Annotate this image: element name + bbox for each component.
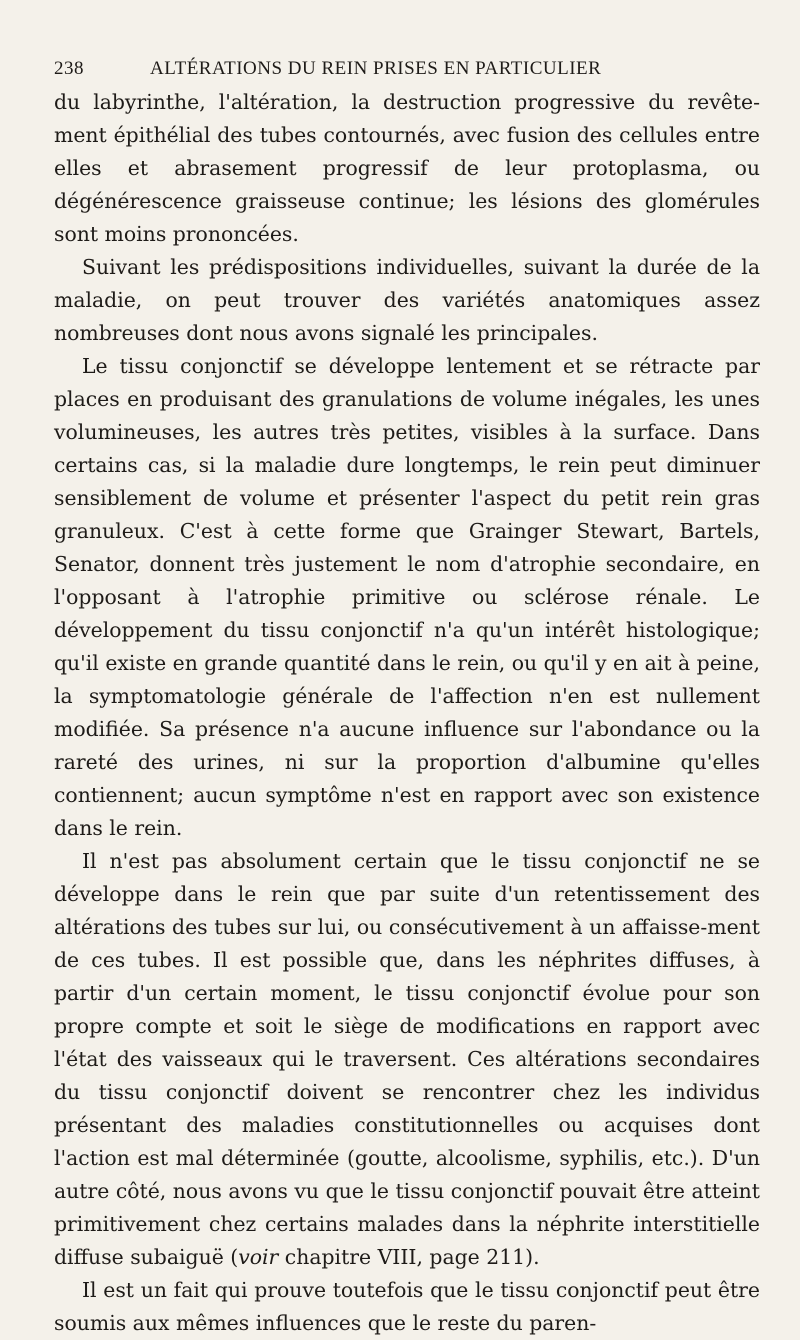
body-text [54, 86, 760, 1340]
paragraph-1: du labyrinthe, l'altération, la destruction progressive du revête-ment épithélial des tubes contournés, avec fusion des cellules entre elles et abrasement progressif de leur protoplasma, ou dégénérescence graisseuse continue; les lésions des glomérules sont moins prononcées. [54, 90, 760, 246]
paragraph-5: Il est un fait qui prouve toutefois que le tissu conjonctif peut être soumis aux mêmes influences que le reste du paren- [54, 1278, 760, 1335]
book-page [54, 52, 760, 1340]
running-title: ALTÉRATIONS DU REIN PRISES EN PARTICULIER [150, 58, 602, 79]
paragraph-4-text: Il n'est pas absolument certain que le tissu conjonctif ne se développe dans le rein que par suite d'un retentissement des altérations des tubes sur lui, ou consécutivement à un affaisse-ment de ces tubes. Il est possible que, dans les néphrites diffuses, à partir d'un certain moment, le tissu conjonctif évolue pour son propre compte et soit le siège de modifications en rapport avec l'état des vaisseaux qui le traversent. Ces altérations secondaires du tissu conjonctif doivent se rencontrer chez les individus présentant des maladies constitutionnelles ou acquises dont l'action est mal déterminée (goutte, alcoolisme, syphilis, etc.). D'un autre côté, nous avons vu que le tissu conjonctif pouvait être atteint primitivement chez certains malades dans la néphrite interstitielle diffuse subaiguë ( [54, 849, 760, 1269]
page-number: 238 [54, 58, 84, 79]
page-header [54, 52, 760, 84]
paragraph-4-end: chapitre VIII, page 211). [278, 1245, 540, 1269]
cross-reference-voir: voir [238, 1245, 279, 1269]
paragraph-2: Suivant les prédispositions individuelles, suivant la durée de la maladie, on peut trouver des variétés anatomiques assez nombreuses dont nous avons signalé les principales. [54, 255, 760, 345]
paragraph-3: Le tissu conjonctif se développe lentement et se rétracte par places en produisant des granulations de volume inégales, les unes volumineuses, les autres très petites, visibles à la surface. Dans certains cas, si la maladie dure longtemps, le rein peut diminuer sensiblement de volume et présenter l'aspect du petit rein gras granuleux. C'est à cette forme que Grainger Stewart, Bartels, Senator, donnent très justement le nom d'atrophie secondaire, en l'opposant à l'atrophie primitive ou sclérose rénale. Le développement du tissu conjonctif n'a qu'un intérêt histologique; qu'il existe en grande quantité dans le rein, ou qu'il y en ait à peine, la symptomatologie générale de l'affection n'en est nullement modifiée. Sa présence n'a aucune influence sur l'abondance ou la rareté des urines, ni sur la proportion d'albumine qu'elles contiennent; aucun symptôme n'est en rapport avec son existence dans le rein. [54, 354, 760, 840]
paragraph-4 [54, 845, 760, 1274]
